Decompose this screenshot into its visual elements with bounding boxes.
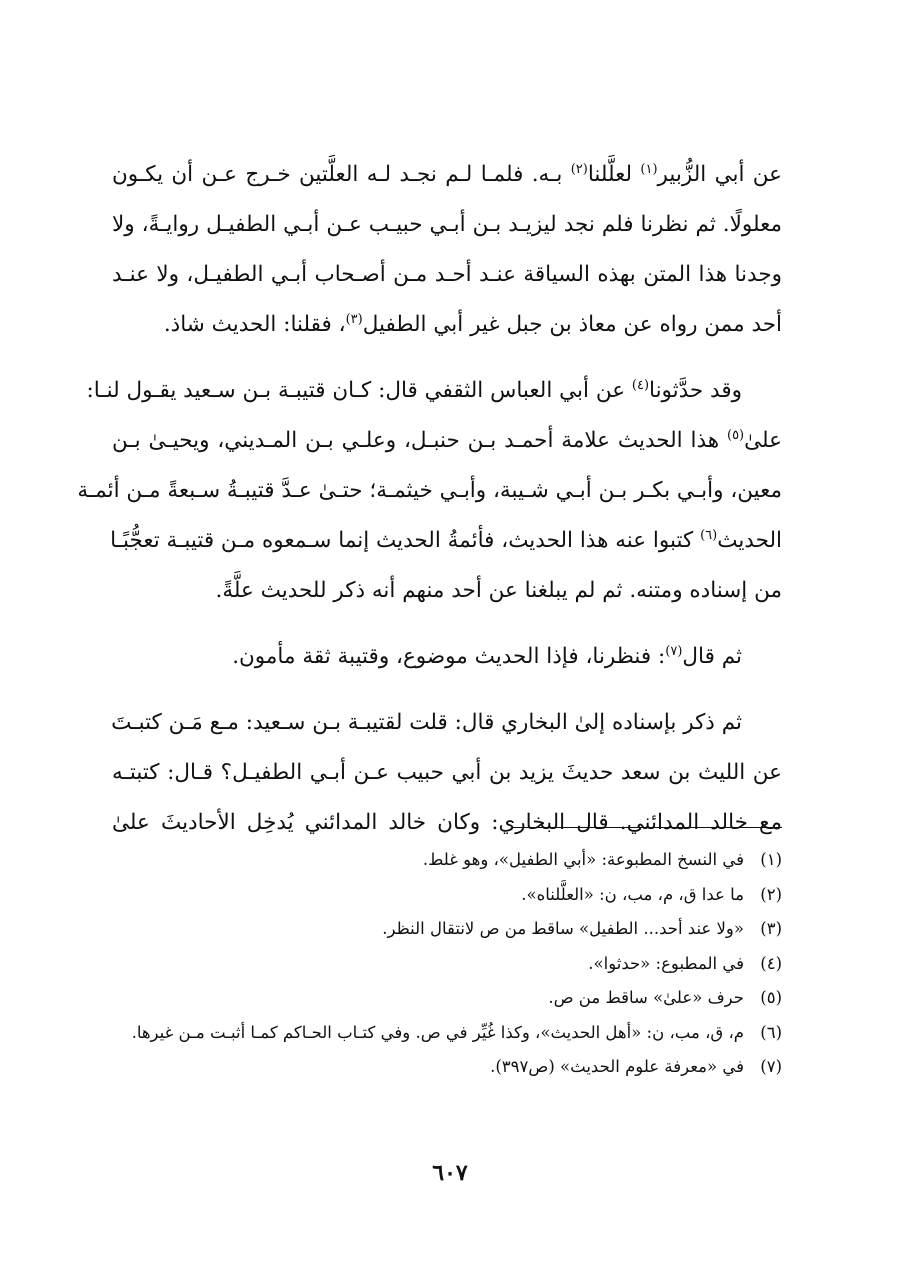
footnote-5 [112,981,782,1016]
footnote-ref-6[interactable]: (٦) [700,527,718,543]
paragraph-1 [112,150,782,350]
footnote-ref-4[interactable]: (٤) [631,377,650,393]
footnote-1 [112,843,782,878]
text-line: مع خالد المدائني. قال البخاري: وكان خالد المدائني يُدخِل الأحاديثَ علىٰ [112,810,782,835]
text-line: من إسناده ومتنه. ثم لم يبلغنا عن أحد منهم أنه ذكر للحديث علَّةً. [215,578,782,603]
footnote-text: في المطبوع: «حدثوا». [588,953,744,973]
footnote-6 [112,1016,782,1051]
footnote-separator [512,827,782,828]
footnotes-list [112,843,782,1085]
footnote-3 [112,912,782,947]
text-line: وقد حدَّثونا$^{(٤)}$ عن أبي العباس الثقفي قال: كـان قتيبـة بـن سـعيد يقـول لنـا: [86,377,742,403]
paragraph-3 [112,632,782,682]
footnote-text: في النسخ المطبوعة: «أبي الطفيل»، وهو غلط. [422,850,744,869]
text-line: وجدنا هذا المتن بهذه السياقة عنـد أحـد مـن أصـحاب أبـي الطفيـل، ولا عنـد [112,262,782,287]
page-number: ٦٠٧ [432,1160,468,1186]
text-line: معين، وأبـي بكـر بـن أبـي شـيبة، وأبـي خيثمـة؛ حتـىٰ عـدَّ قتيبـةُ سـبعةً مـن أئمـة [77,478,782,503]
footnote-ref-2[interactable]: (٢) [570,161,588,177]
footnote-text: ما عدا ق، م، مب، ن: «العلَّلناه». [521,884,744,904]
footnote-ref-5[interactable]: (٥) [726,427,745,443]
footnote-number: (٥) [760,988,782,1007]
text-line: الحديث$^{(٦)}$ كتبوا عنه هذا الحديث، فأئمةُ الحديث إنما سـمعوه مـن قتيبـة تعجُّبًـا [110,527,782,553]
footnote-text: م، ق، مب، ن: «أهل الحديث»، وكذا غُيِّر في ص. وفي كتـاب الحـاكم كمـا أثبـت مـن غيرها. [131,1022,744,1042]
footnote-number: (١) [760,850,782,869]
text-line: عن الليث بن سعد حديثَ يزيد بن أبي حبيب عـن أبـي الطفيـل؟ قـال: كتبتـه [112,760,782,785]
footnote-number: (٧) [760,1057,782,1076]
footnote-ref-7[interactable]: (٧) [665,643,683,659]
footnote-text: حرف «علىٰ» ساقط من ص. [548,988,744,1007]
footnote-4 [112,947,782,982]
footnote-7 [112,1050,782,1085]
footnote-text: «ولا عند أحد... الطفيل» ساقط من ص لانتقال النظر. [382,919,744,938]
footnote-ref-3[interactable]: (٣) [345,311,363,327]
text-line: أحد ممن رواه عن معاذ بن جبل غير أبي الطفيل$^{(٣)}$، فقلنا: الحديث شاذ. [163,311,782,337]
text-line: ثم ذكر بإسناده إلىٰ البخاري قال: قلت لقتيبـة بـن سـعيد: مـع مَـن كتبـتَ [111,710,742,735]
text-line: ثم قال$^{(٧)}$: فنظرنا، فإذا الحديث موضوع، وقتيبة ثقة مأمون. [232,643,742,669]
footnote-number: (٢) [760,884,782,904]
footnote-number: (٣) [760,919,782,938]
text-line: عن أبي الزُّبير$^{(١)}$ لعلَّلنا$^{(٢)}$ بـه. فلمـا لـم نجـد لـه العلَّتين خـرج عـن أن يكـون [112,161,783,187]
footnote-number: (٦) [760,1022,782,1042]
paragraph-4 [112,698,782,848]
footnote-ref-1[interactable]: (١) [640,161,658,177]
main-text [77,150,783,848]
footnote-text: في «معرفة علوم الحديث» (ص٣٩٧). [490,1057,744,1076]
paragraph-2 [77,366,782,616]
footnote-number: (٤) [760,953,782,973]
text-line: معلولًا. ثم نظرنا فلم نجد ليزيـد بـن أبـي حبيـب عـن أبـي الطفيـل روايـةً، ولا [112,212,782,237]
footnote-2 [112,878,782,913]
text-line: علىٰ$^{(٥)}$ هذا الحديث علامة أحمـد بـن حنبـل، وعلـي بـن المـديني، ويحيـىٰ بـن [112,427,782,453]
